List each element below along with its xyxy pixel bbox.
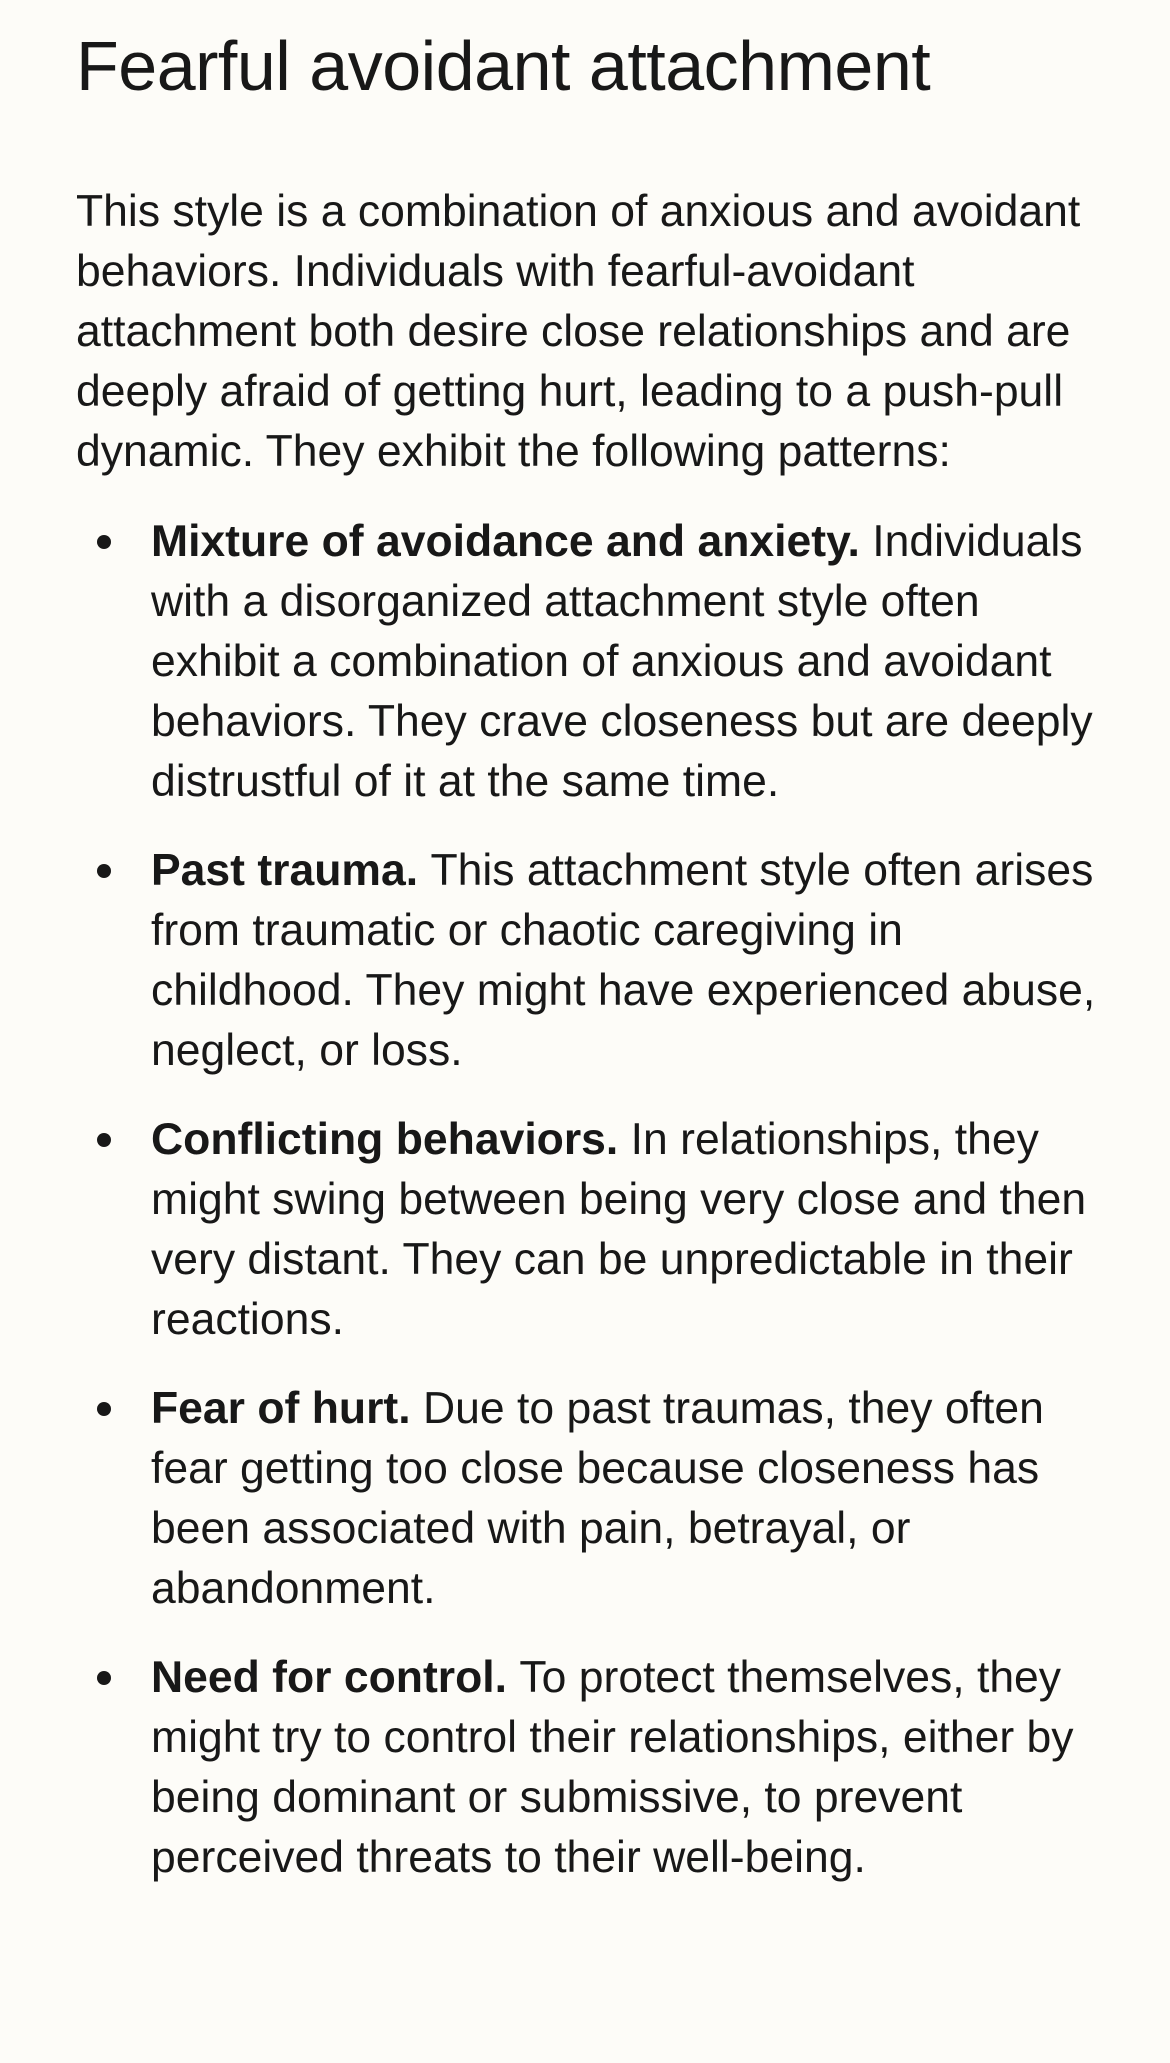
list-item [76, 841, 1110, 1081]
bullet-icon [97, 1671, 111, 1685]
bullet-icon [97, 535, 111, 549]
bullet-icon [97, 864, 111, 878]
pattern-term: Fear of hurt. [151, 1384, 423, 1433]
list-item [76, 512, 1110, 812]
pattern-term: Need for control. [151, 1653, 520, 1702]
bullet-icon [97, 1402, 111, 1416]
pattern-term: Past trauma. [151, 846, 431, 895]
pattern-text: Due to past traumas, they often fear getting too close because closeness has been associated with pain, betrayal, or abandonment. [151, 1384, 1044, 1613]
pattern-list [76, 512, 1110, 1888]
intro-paragraph: This style is a combination of anxious and avoidant behaviors. Individuals with fearful-avoidant attachment both desire close relationships and are deeply afraid of getting hurt, leading to a push-pull dynamic. They exhibit the following patterns: [76, 187, 1081, 476]
bullet-icon [97, 1133, 111, 1147]
pattern-text: Individuals with a disorganized attachment style often exhibit a combination of anxious and avoidant behaviors. They crave closeness but are deeply distrustful of it at the same time. [151, 517, 1093, 806]
list-item [76, 1110, 1110, 1350]
pattern-text: To protect themselves, they might try to control their relationships, either by being dominant or submissive, to prevent perceived threats to their well-being. [151, 1653, 1074, 1882]
article-title: Fearful avoidant attachment [76, 27, 931, 105]
list-item [76, 1648, 1110, 1888]
pattern-text: In relationships, they might swing between being very close and then very distant. They can be unpredictable in their reactions. [151, 1115, 1087, 1344]
pattern-text: This attachment style often arises from traumatic or chaotic caregiving in childhood. They might have experienced abuse, neglect, or loss. [151, 846, 1096, 1075]
pattern-term: Conflicting behaviors. [151, 1115, 631, 1164]
list-item [76, 1379, 1110, 1619]
pattern-term: Mixture of avoidance and anxiety. [151, 517, 873, 566]
